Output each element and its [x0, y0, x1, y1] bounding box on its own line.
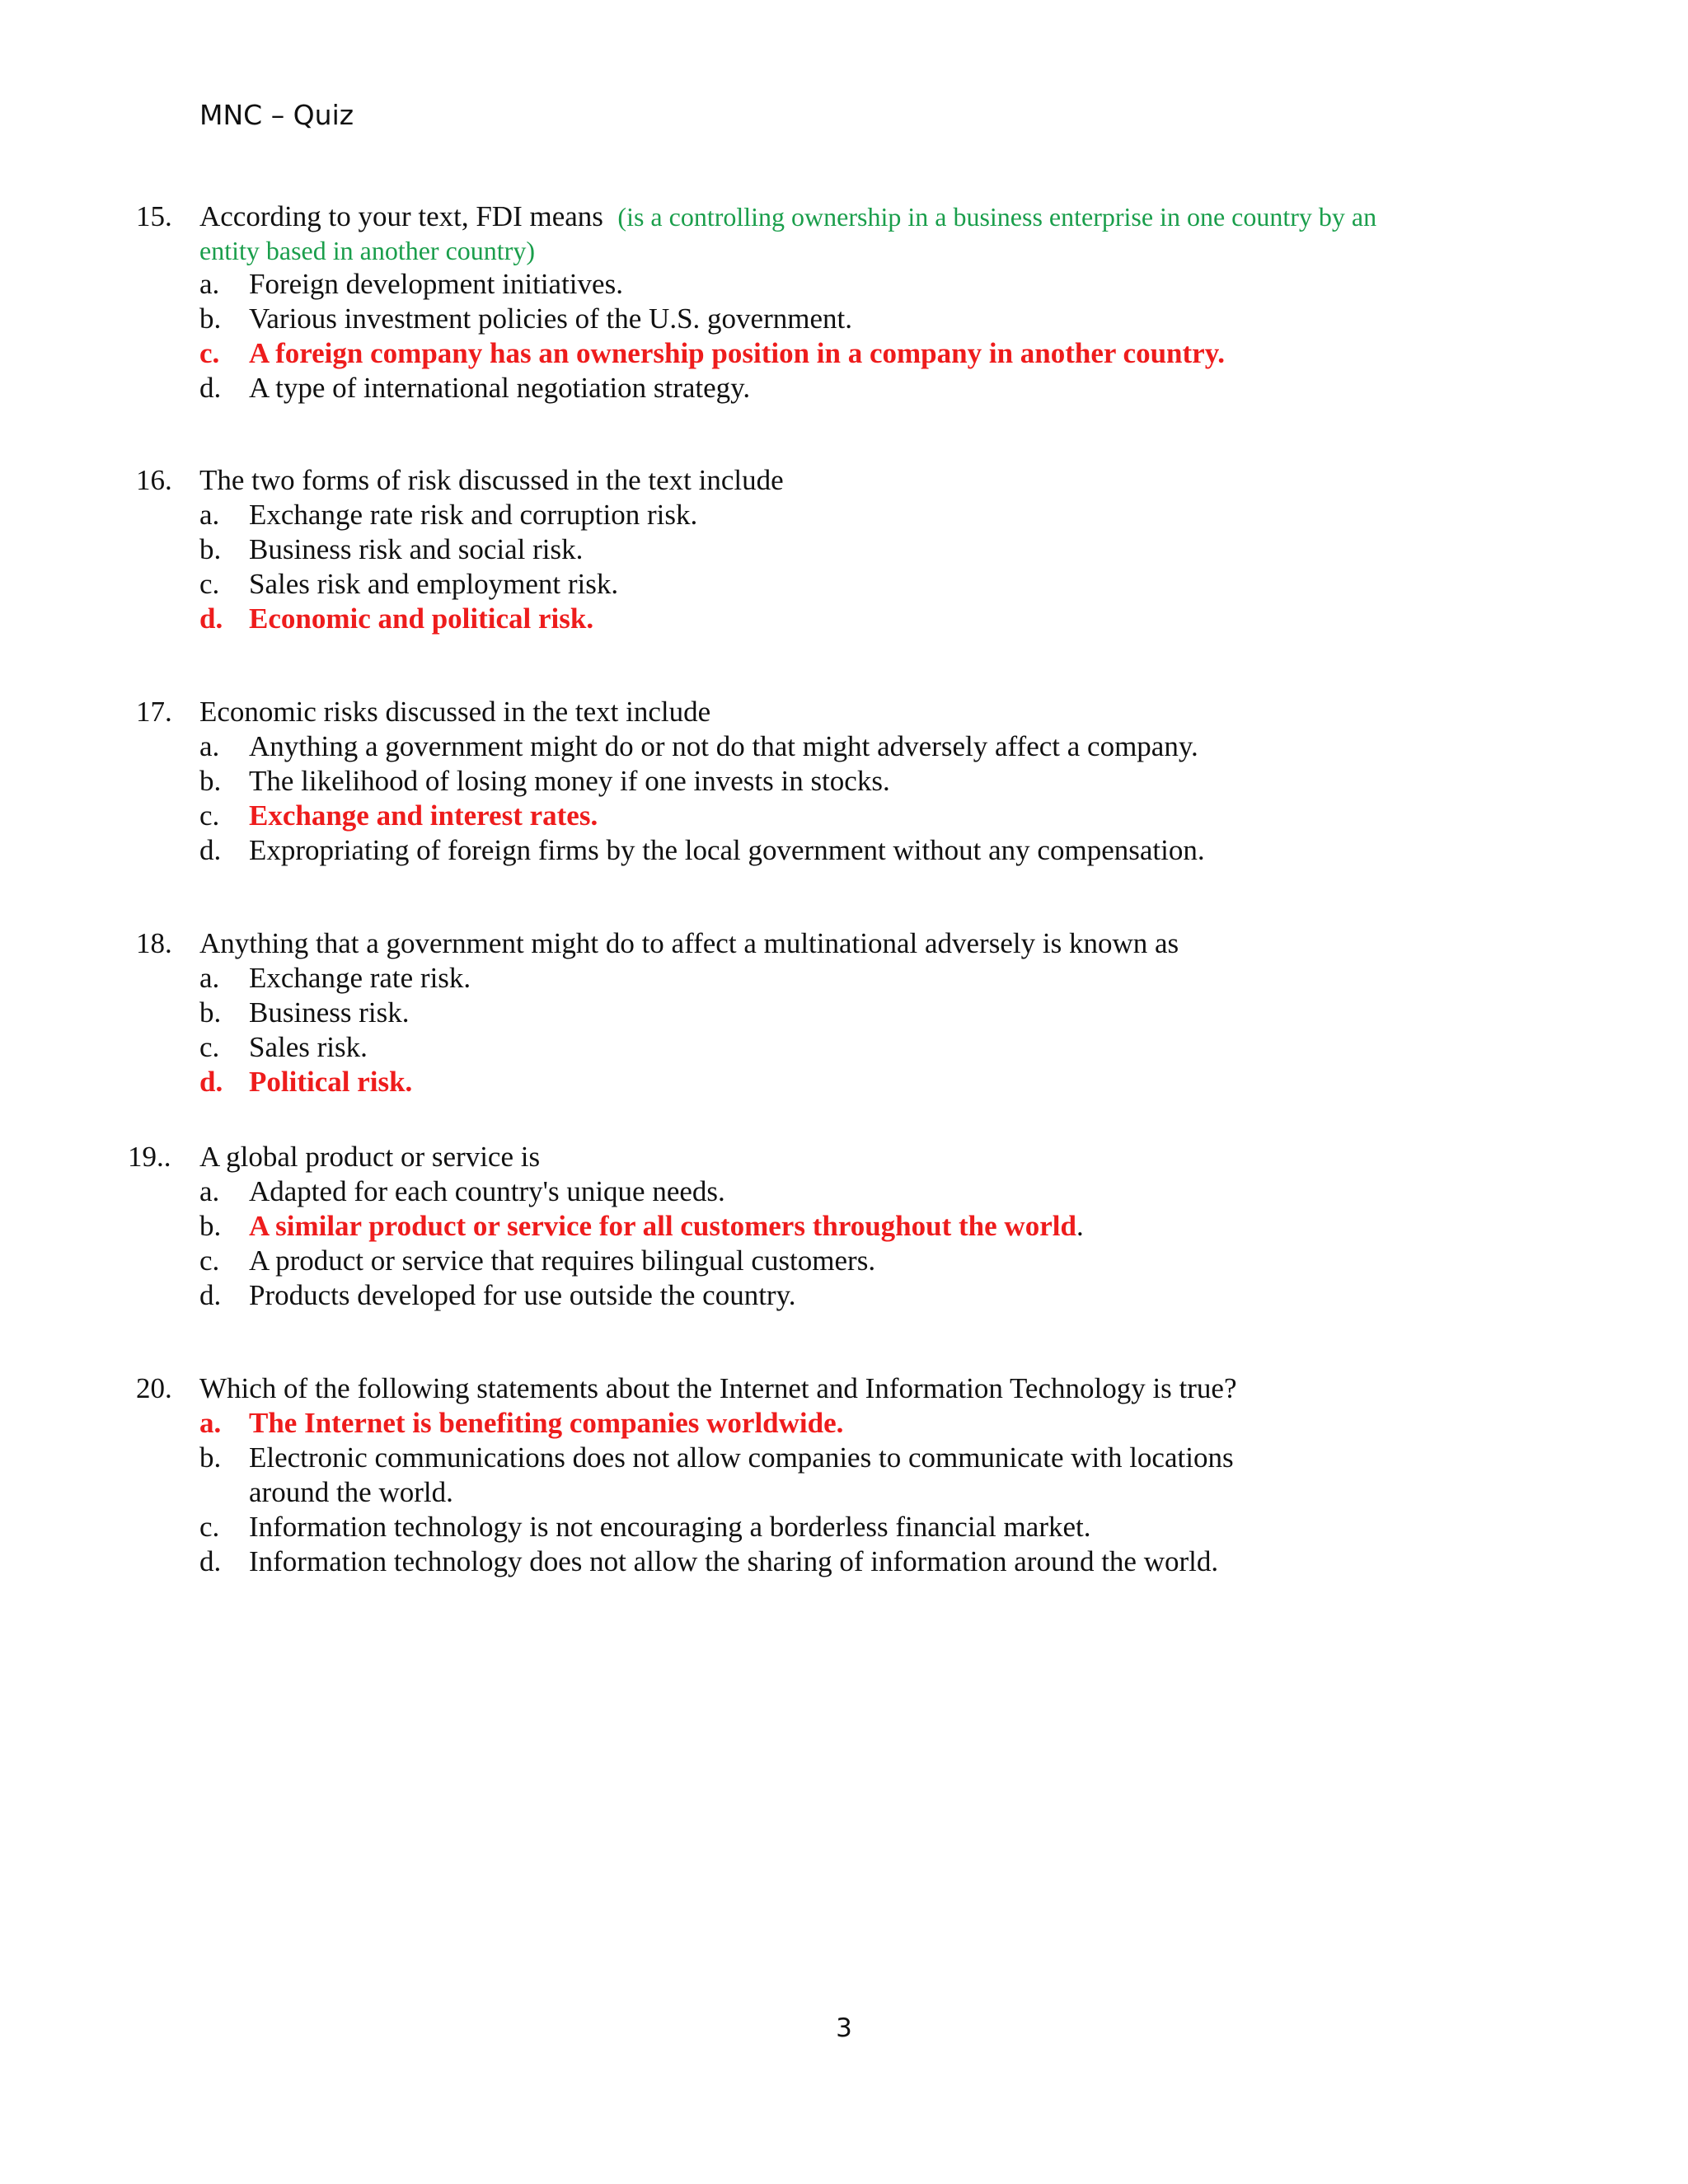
option-text: Business risk and social risk.: [249, 533, 584, 565]
question-15: [0, 199, 1688, 405]
option-text-continued: around the world.: [249, 1476, 453, 1508]
option-text: A similar product or service for all customers throughout the world: [249, 1210, 1076, 1242]
option-letter: a.: [199, 730, 220, 762]
option-c-correct: [0, 336, 1688, 371]
option-d: [0, 833, 1688, 868]
page-number: 3: [836, 2013, 852, 2043]
option-letter: b.: [199, 302, 222, 335]
option-d: [0, 1278, 1688, 1313]
option-text: A foreign company has an ownership position in a company in another country.: [249, 337, 1226, 369]
option-text: Various investment policies of the U.S. government.: [249, 302, 852, 335]
question-18: [0, 926, 1688, 1099]
option-letter: d.: [199, 1066, 223, 1098]
option-b: [0, 1441, 1688, 1475]
question-text: A global product or service is: [199, 1141, 541, 1173]
option-a: [0, 267, 1688, 302]
option-b-correct: [0, 1209, 1688, 1244]
option-text: Information technology is not encouraging a borderless financial market.: [249, 1511, 1091, 1543]
option-letter: a.: [199, 268, 220, 300]
question-text: Which of the following statements about the Internet and Information Technology is true?: [199, 1372, 1237, 1404]
question-17: [0, 695, 1688, 868]
option-text: Products developed for use outside the country.: [249, 1279, 796, 1311]
option-letter: b.: [199, 1210, 222, 1242]
option-c: [0, 567, 1688, 602]
option-text: Adapted for each country's unique needs.: [249, 1175, 725, 1207]
answer-note-continued: entity based in another country): [199, 236, 535, 265]
option-letter: d.: [199, 834, 222, 866]
answer-note: (is a controlling ownership in a business enterprise in one country by an: [617, 202, 1377, 232]
option-d: [0, 1544, 1688, 1579]
option-text: Sales risk and employment risk.: [249, 568, 619, 600]
option-text: Anything a government might do or not do that might adversely affect a company.: [249, 730, 1198, 762]
option-letter: a.: [199, 1175, 220, 1207]
question-text: The two forms of risk discussed in the text include: [199, 464, 784, 496]
option-d-correct: [0, 602, 1688, 636]
question-number: 15.: [136, 200, 172, 232]
option-letter: a.: [199, 1407, 222, 1439]
option-d-correct: [0, 1065, 1688, 1099]
option-text: The likelihood of losing money if one invests in stocks.: [249, 765, 890, 797]
option-c: [0, 1030, 1688, 1065]
option-c-correct: [0, 799, 1688, 833]
option-text: Sales risk.: [249, 1031, 368, 1063]
option-text: Political risk.: [249, 1066, 413, 1098]
question-19: [0, 1140, 1688, 1313]
option-letter: a.: [199, 499, 220, 531]
option-letter: c.: [199, 1511, 220, 1543]
option-text: Exchange rate risk and corruption risk.: [249, 499, 698, 531]
option-text: Exchange and interest rates.: [249, 799, 598, 832]
option-letter: a.: [199, 962, 220, 994]
option-a: [0, 961, 1688, 996]
option-b: [0, 302, 1688, 336]
option-text: A product or service that requires bilingual customers.: [249, 1244, 876, 1277]
question-text: Anything that a government might do to affect a multinational adversely is known as: [199, 927, 1179, 959]
option-letter: c.: [199, 1031, 220, 1063]
question-number: 16.: [136, 464, 172, 496]
question-number: 20.: [136, 1372, 172, 1404]
option-letter: d.: [199, 372, 222, 404]
option-b: [0, 532, 1688, 567]
option-letter: c.: [199, 799, 220, 832]
option-text: Information technology does not allow the sharing of information around the world.: [249, 1545, 1219, 1577]
option-a-correct: [0, 1406, 1688, 1441]
option-c: [0, 1244, 1688, 1278]
option-text: A type of international negotiation strategy.: [249, 372, 751, 404]
question-number: 18.: [136, 927, 172, 959]
option-c: [0, 1510, 1688, 1544]
option-b: [0, 764, 1688, 799]
option-letter: c.: [199, 337, 220, 369]
option-text: Economic and political risk.: [249, 602, 594, 635]
option-letter: b.: [199, 533, 222, 565]
question-20: [0, 1371, 1688, 1579]
option-letter: c.: [199, 1244, 220, 1277]
question-text: According to your text, FDI means: [199, 200, 603, 232]
option-letter: b.: [199, 765, 222, 797]
option-text: The Internet is benefiting companies worldwide.: [249, 1407, 844, 1439]
option-text: Expropriating of foreign firms by the local government without any compensation.: [249, 834, 1205, 866]
option-letter: d.: [199, 1545, 222, 1577]
option-b: [0, 996, 1688, 1030]
option-a: [0, 729, 1688, 764]
question-16: [0, 463, 1688, 636]
option-text: Business risk.: [249, 996, 410, 1029]
option-letter: b.: [199, 1441, 222, 1474]
option-text: Electronic communications does not allow companies to communicate with locations: [249, 1441, 1234, 1474]
page-header: MNC – Quiz: [199, 99, 354, 131]
question-number: 19..: [128, 1141, 171, 1173]
option-letter: d.: [199, 602, 223, 635]
question-text: Economic risks discussed in the text include: [199, 696, 711, 728]
option-d: [0, 371, 1688, 405]
option-a: [0, 498, 1688, 532]
option-letter: c.: [199, 568, 220, 600]
option-letter: d.: [199, 1279, 222, 1311]
option-a: [0, 1174, 1688, 1209]
option-text: Foreign development initiatives.: [249, 268, 623, 300]
option-letter: b.: [199, 996, 222, 1029]
question-number: 17.: [136, 696, 172, 728]
option-text: Exchange rate risk.: [249, 962, 471, 994]
option-suffix: .: [1076, 1210, 1084, 1242]
